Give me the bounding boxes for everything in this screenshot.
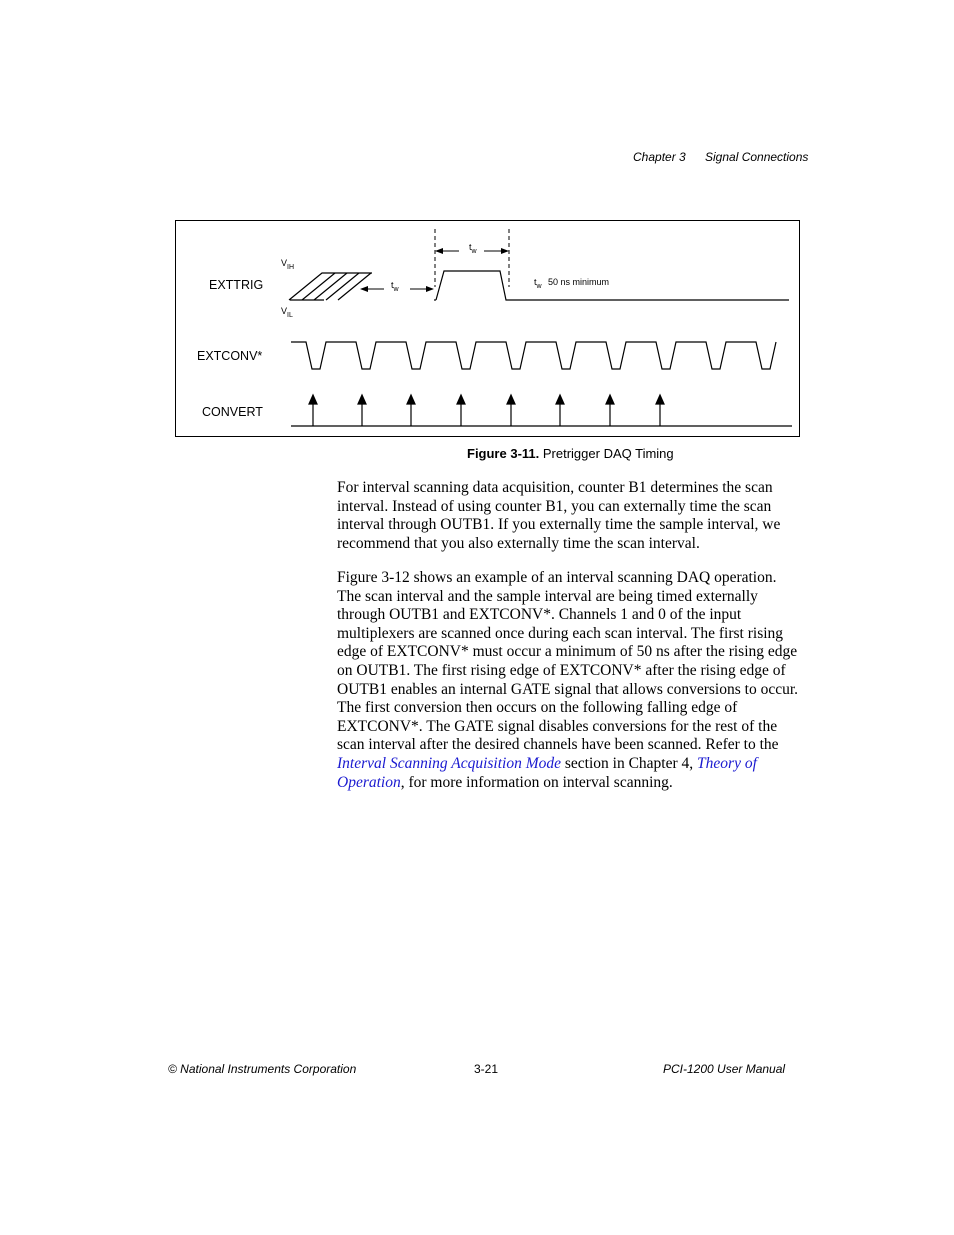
convert-trace xyxy=(291,395,792,426)
convert-pulses xyxy=(309,395,664,426)
paragraph-2 xyxy=(337,569,799,792)
figure-number: Figure 3-11. xyxy=(467,446,540,461)
convert-label: CONVERT xyxy=(202,405,263,419)
link-interval-scanning[interactable]: Interval Scanning Acquisition Mode xyxy=(337,754,561,772)
extconv-trace xyxy=(291,342,776,369)
figure-title: Pretrigger DAQ Timing xyxy=(542,446,674,461)
tw-dimension-lines xyxy=(361,229,509,293)
tw-label-left: $t_w$ xyxy=(391,280,399,293)
tw-label-right: $t_w$ xyxy=(534,277,542,290)
figure-caption xyxy=(467,446,674,461)
footer-left: © National Instruments Corporation xyxy=(168,1062,357,1076)
link-theory-of-operation[interactable]: Theory of Operation xyxy=(337,754,757,791)
exttrig-label: EXTTRIG xyxy=(209,278,264,292)
footer-page-number: 3-21 xyxy=(474,1062,499,1076)
header-section: Signal Connections xyxy=(705,150,809,164)
vih-label: $V_{IH}$ xyxy=(281,258,295,271)
footer-right: PCI-1200 User Manual xyxy=(663,1062,786,1076)
extconv-label: EXTCONV* xyxy=(197,349,263,363)
min-note: 50 ns minimum xyxy=(548,277,610,287)
header-chapter: Chapter 3 xyxy=(633,150,686,164)
paragraph-2-text-c: , for more information on interval scanning. xyxy=(400,773,673,791)
vil-label: $V_{IL}$ xyxy=(281,306,293,319)
paragraph-1: For interval scanning data acquisition, counter B1 determines the scan interval. Instead of using counter B1, you can externally time the scan interval through OUTB1. If you externally time the sample interval, we recommend that you also externally time the scan interval. xyxy=(337,479,781,552)
paragraph-2-text-b: section in Chapter 4, xyxy=(561,754,698,772)
paragraph-2-text-a: Figure 3-12 shows an example of an interval scanning DAQ operation. The scan interval and the sample interval are being timed externally through OUTB1 and EXTCONV*. Channels 1 and 0 of the input multiplexers are scanned once during each scan interval. The first rising edge of EXTCONV* must occur a minimum of 50 ns after the rising edge on OUTB1. The first rising edge of EXTCONV* after the rising edge of OUTB1 enables an internal GATE signal that allows conversions to occur. The first conversion then occurs on the following falling edge of EXTCONV*. The GATE signal disables conversions for the rest of the scan interval after the desired channels have been scanned. Refer to the xyxy=(337,569,799,754)
timing-diagram-figure xyxy=(175,220,800,437)
timing-diagram-svg xyxy=(176,221,799,436)
tw-label-top: $t_w$ xyxy=(469,242,477,255)
